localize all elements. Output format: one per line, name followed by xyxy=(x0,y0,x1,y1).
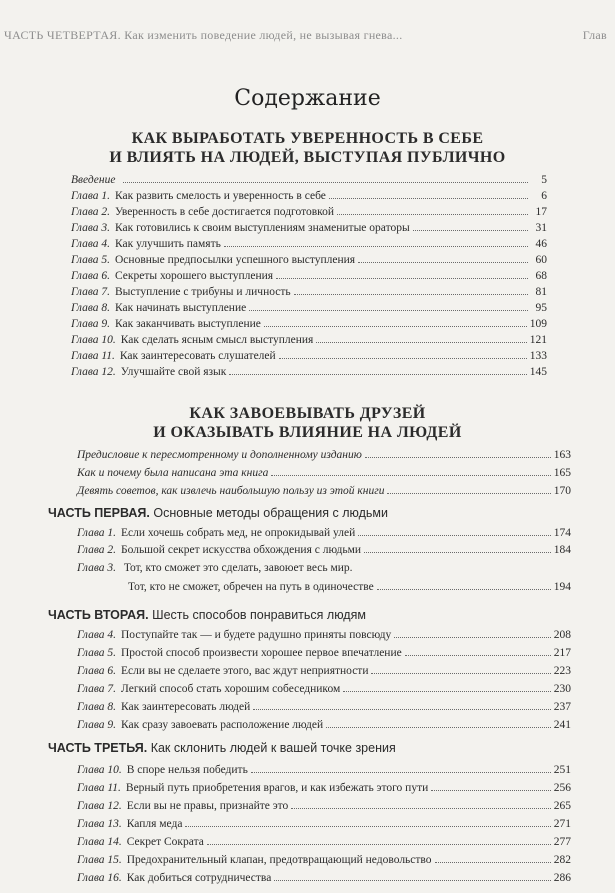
toc-entry[interactable] xyxy=(77,835,571,850)
bleed-through-header xyxy=(0,28,615,46)
leader-dots xyxy=(358,261,528,263)
entry-title: Как начинать выступление xyxy=(115,302,247,314)
entry-title: Верный путь приобретения врагов, и как избежать этого пути xyxy=(125,782,429,794)
toc-entry[interactable] xyxy=(77,799,571,814)
entry-title: Если вы не сделаете этого, вас ждут неприятности xyxy=(121,665,369,677)
page-number: 208 xyxy=(553,629,571,641)
entry-label: Глава 16. xyxy=(77,872,122,884)
page-number: 6 xyxy=(541,190,547,202)
entry-label: Глава 9. xyxy=(77,719,116,731)
leader-dots xyxy=(123,181,528,183)
leader-dots xyxy=(276,277,528,279)
entry-label: Глава 3. xyxy=(71,222,110,234)
entry-label: Глава 5. xyxy=(71,254,110,266)
page-number: 121 xyxy=(529,334,547,346)
entry-title: Как добиться сотрудничества xyxy=(126,872,272,884)
toc-entry[interactable] xyxy=(77,628,571,643)
page-number: 194 xyxy=(553,581,571,593)
entry-title: Как заканчивать выступление xyxy=(115,318,261,330)
entry-label: Глава 6. xyxy=(77,665,116,677)
toc-entry[interactable] xyxy=(77,718,571,733)
section2-heading-line2: И ОКАЗЫВАТЬ ВЛИЯНИЕ НА ЛЮДЕЙ xyxy=(153,424,462,441)
entry-label: Глава 8. xyxy=(77,701,116,713)
page-number: 145 xyxy=(529,366,547,378)
entry-title: Большой секрет искусства обхождения с людьми xyxy=(121,544,362,556)
toc-entry[interactable] xyxy=(77,448,571,463)
page-number: 31 xyxy=(535,222,547,234)
entry-label: Глава 1. xyxy=(77,527,116,539)
entry-title: Легкий способ стать хорошим собеседником xyxy=(121,683,341,695)
toc-entry[interactable] xyxy=(71,333,547,348)
leader-dots xyxy=(326,726,551,728)
page-number: 174 xyxy=(553,527,571,539)
entry-title: Предисловие к пересмотренному и дополненному изданию xyxy=(77,449,362,461)
page-number: 165 xyxy=(553,467,571,479)
entry-title: Как заинтересовать людей xyxy=(121,701,251,713)
toc-entry[interactable] xyxy=(77,646,571,661)
leader-dots xyxy=(371,672,550,674)
leader-dots xyxy=(364,551,551,553)
entry-title: Как развить смелость и уверенность в себе xyxy=(115,190,326,202)
leader-dots xyxy=(343,690,551,692)
toc-entry[interactable] xyxy=(71,189,547,204)
page-title: Содержание xyxy=(234,86,381,111)
toc-entry[interactable] xyxy=(77,781,571,796)
page-number: 184 xyxy=(553,544,571,556)
entry-title: Секреты хорошего выступления xyxy=(115,270,274,282)
entry-title: Как заинтересовать слушателей xyxy=(119,350,276,362)
page-number: 282 xyxy=(553,854,571,866)
leader-dots xyxy=(405,654,551,656)
section2-heading xyxy=(0,404,615,442)
leader-dots xyxy=(337,213,528,215)
page-number: 68 xyxy=(535,270,547,282)
toc-entry[interactable] xyxy=(71,253,547,268)
entry-label: Глава 11. xyxy=(77,782,121,794)
leader-dots xyxy=(271,474,550,476)
entry-label: Глава 7. xyxy=(77,683,116,695)
page-number: 277 xyxy=(553,836,571,848)
page-number: 133 xyxy=(529,350,547,362)
entry-title: Выступление с трибуны и личность xyxy=(115,286,291,298)
toc-entry[interactable] xyxy=(77,817,571,832)
toc-entry[interactable] xyxy=(77,543,571,558)
entry-title: Девять советов, как извлечь наибольшую пользу из этой книги xyxy=(77,485,385,497)
leader-dots xyxy=(329,197,528,199)
leader-dots xyxy=(274,879,550,881)
page-number: 230 xyxy=(553,683,571,695)
toc-entry[interactable] xyxy=(71,365,547,380)
leader-dots xyxy=(394,636,551,638)
part1-heading xyxy=(48,506,568,520)
entry-title: В споре нельзя победить xyxy=(126,764,248,776)
leader-dots xyxy=(365,456,551,458)
entry-title: Как готовились к своим выступлениям знаменитые ораторы xyxy=(115,222,410,234)
page-number: 217 xyxy=(553,647,571,659)
leader-dots xyxy=(387,492,550,494)
entry-label: Глава 10. xyxy=(71,334,116,346)
entry-title-line1: Тот, кто сможет это сделать, завоюет весь мир. xyxy=(123,562,353,574)
entry-label: Глава 14. xyxy=(77,836,122,848)
toc-entry[interactable] xyxy=(77,871,571,886)
part3-heading xyxy=(48,741,568,755)
page-number: 256 xyxy=(553,782,571,794)
part-title: Шесть способов понравиться людям xyxy=(152,608,366,622)
page-number: 81 xyxy=(535,286,547,298)
page-number: 251 xyxy=(553,764,571,776)
page-number: 237 xyxy=(553,701,571,713)
page-number: 60 xyxy=(535,254,547,266)
entry-title: Если вы не правы, признайте это xyxy=(126,800,289,812)
part2-heading xyxy=(48,608,568,622)
leader-dots xyxy=(185,825,550,827)
entry-label: Глава 12. xyxy=(71,366,116,378)
section2-heading-line1: КАК ЗАВОЕВЫВАТЬ ДРУЗЕЙ xyxy=(189,405,426,422)
entry-label: Введение xyxy=(71,174,116,186)
entry-title: Если хочешь собрать мед, не опрокидывай улей xyxy=(121,527,356,539)
leader-dots xyxy=(279,357,527,359)
leader-dots xyxy=(224,245,528,247)
page-number: 286 xyxy=(553,872,571,884)
part-title: Как склонить людей к вашей точке зрения xyxy=(150,741,396,755)
toc-entry[interactable] xyxy=(71,349,547,364)
toc-entry[interactable] xyxy=(71,173,547,188)
toc-entry[interactable] xyxy=(77,664,571,679)
entry-title: Как и почему была написана эта книга xyxy=(77,467,269,479)
part-label: ЧАСТЬ ВТОРАЯ. xyxy=(48,608,149,622)
toc-entry[interactable] xyxy=(77,682,571,697)
leader-dots xyxy=(249,309,528,311)
toc-entry[interactable] xyxy=(71,301,547,316)
page-number: 271 xyxy=(553,818,571,830)
entry-title: Как сразу завоевать расположение людей xyxy=(121,719,324,731)
toc-entry[interactable] xyxy=(77,700,571,715)
section1-heading-line1: КАК ВЫРАБОТАТЬ УВЕРЕННОСТЬ В СЕБЕ xyxy=(131,130,484,147)
page-number: 170 xyxy=(553,485,571,497)
part-label: ЧАСТЬ ПЕРВАЯ. xyxy=(48,506,150,520)
leader-dots xyxy=(253,708,550,710)
section1-heading xyxy=(0,129,615,167)
toc-entry[interactable] xyxy=(71,269,547,284)
page-number: 241 xyxy=(553,719,571,731)
entry-title: Уверенность в себе достигается подготовкой xyxy=(115,206,335,218)
leader-dots xyxy=(264,325,527,327)
leader-dots xyxy=(229,373,526,375)
entry-label: Глава 4. xyxy=(77,629,116,641)
page-number: 5 xyxy=(541,174,547,186)
page-number: 109 xyxy=(529,318,547,330)
page-number: 223 xyxy=(553,665,571,677)
entry-title: Капля меда xyxy=(126,818,183,830)
toc-entry[interactable] xyxy=(77,853,571,868)
toc-entry[interactable] xyxy=(77,763,571,778)
entry-title: Поступайте так — и будете радушно приняты повсюду xyxy=(121,629,392,641)
leader-dots xyxy=(294,293,528,295)
entry-label: Глава 1. xyxy=(71,190,110,202)
part-label: ЧАСТЬ ТРЕТЬЯ. xyxy=(48,741,148,755)
toc-entry[interactable] xyxy=(71,221,547,236)
entry-title: Как улучшить память xyxy=(115,238,221,250)
entry-label: Глава 8. xyxy=(71,302,110,314)
toc-entry-twoline[interactable] xyxy=(77,561,571,595)
leader-dots xyxy=(377,588,551,590)
ghost-header-left: ЧАСТЬ ЧЕТВЕРТАЯ. Как изменить поведение людей, не вызывая гнева... xyxy=(4,28,403,42)
page-number: 46 xyxy=(535,238,547,250)
entry-label: Глава 12. xyxy=(77,800,122,812)
entry-label: Глава 7. xyxy=(71,286,110,298)
leader-dots xyxy=(413,229,528,231)
leader-dots xyxy=(358,534,550,536)
entry-label: Глава 10. xyxy=(77,764,122,776)
entry-label: Глава 9. xyxy=(71,318,110,330)
page-number: 265 xyxy=(553,800,571,812)
entry-label: Глава 13. xyxy=(77,818,122,830)
toc-entry[interactable] xyxy=(77,484,571,499)
entry-title-line2: Тот, кто не сможет, обречен на путь в одиночестве xyxy=(128,581,374,593)
entry-title: Основные предпосылки успешного выступления xyxy=(115,254,356,266)
page-number: 95 xyxy=(535,302,547,314)
entry-label: Глава 11. xyxy=(71,350,115,362)
entry-title: Как сделать ясным смысл выступления xyxy=(120,334,314,346)
toc-entry[interactable] xyxy=(77,466,571,481)
leader-dots xyxy=(291,807,550,809)
ghost-header-right: Глав xyxy=(582,28,607,42)
leader-dots xyxy=(316,341,526,343)
leader-dots xyxy=(431,789,550,791)
entry-label: Глава 4. xyxy=(71,238,110,250)
entry-title: Улучшайте свой язык xyxy=(120,366,227,378)
entry-label: Глава 6. xyxy=(71,270,110,282)
toc-entry[interactable] xyxy=(71,205,547,220)
section1-heading-line2: И ВЛИЯТЬ НА ЛЮДЕЙ, ВЫСТУПАЯ ПУБЛИЧНО xyxy=(109,149,506,166)
part-title: Основные методы обращения с людьми xyxy=(153,506,389,520)
entry-label: Глава 15. xyxy=(77,854,122,866)
leader-dots xyxy=(435,861,551,863)
toc-entry[interactable] xyxy=(71,237,547,252)
page-number: 17 xyxy=(535,206,547,218)
leader-dots xyxy=(207,843,551,845)
toc-entry[interactable] xyxy=(71,317,547,332)
entry-label: Глава 2. xyxy=(71,206,110,218)
toc-entry[interactable] xyxy=(71,285,547,300)
entry-label: Глава 2. xyxy=(77,544,116,556)
entry-title: Простой способ произвести хорошее первое впечатление xyxy=(121,647,402,659)
entry-label: Глава 3. xyxy=(77,562,116,574)
page-number: 163 xyxy=(553,449,571,461)
entry-label: Глава 5. xyxy=(77,647,116,659)
leader-dots xyxy=(251,771,551,773)
entry-title: Предохранительный клапан, предотвращающий недовольство xyxy=(126,854,432,866)
entry-title: Секрет Сократа xyxy=(126,836,204,848)
toc-entry[interactable] xyxy=(77,526,571,541)
